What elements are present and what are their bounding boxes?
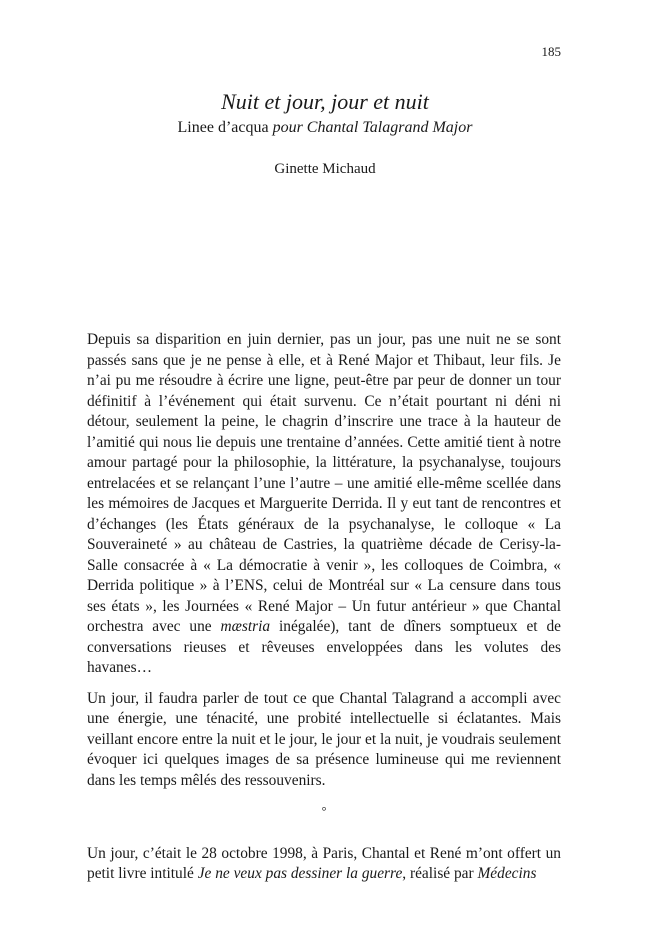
paragraph-1-text-a: Depuis sa disparition en juin dernier, pas un jour, pas une nuit ne se sont passés sans que je ne pense à elle, et à René Major et Thibaut, leur fils. Je n’ai pu me résoudre à écrire une ligne, peut-être par peur de donner un tour définitif à l’événement qui était survenu. Ce n’était pourtant ni déni ni détour, seulement la peine, le chagrin d’inscrire une trace à la hauteur de l’amitié qui nous lie depuis une trentaine d’années. Cette amitié tient à notre amour partagé pour la philosophie, la littérature, la psychanalyse, toujours entrelacées et se relançant l’une l’autre – une amitié elle-même scellée dans les mémoires de Jacques et Marguerite Derrida. Il y eut tant de rencontres et d’échanges (les États généraux de la psychanalyse, le colloque « La Souveraineté » au château de Castries, la quatrième décade de Cerisy-la-Salle consacrée à « La démocratie à venir », les colloques de Coimbra, « Derrida politique » à l’ENS, celui de Montréal sur « La censure dans tous ses états », les Journées « René Major – Un futur antérieur » que Chantal orchestra avec une <box>87 331 561 635</box>
paragraph-3-org-name: Médecins <box>477 865 537 882</box>
section-separator: ° <box>321 804 327 818</box>
paragraph-1-italic: mæstria <box>220 618 271 635</box>
subtitle-title-part: Linee d’acqua <box>177 119 273 136</box>
page-number: 185 <box>541 44 561 59</box>
author-name: Ginette Michaud <box>274 161 376 177</box>
article-subtitle <box>0 119 650 137</box>
subtitle-dedication: pour Chantal Talagrand Major <box>272 119 473 136</box>
paragraph-3 <box>87 844 561 885</box>
paragraph-3-book-title: Je ne veux pas dessiner la guerre <box>197 865 403 882</box>
paragraph-1 <box>87 330 561 679</box>
article-body <box>87 330 561 895</box>
paragraph-3-text-b: , réalisé par <box>402 865 478 882</box>
paragraph-3-text-a: Un jour, c’était le 28 octobre 1998, à Paris, Chantal et René m’ont offert un petit livre intitulé <box>87 844 561 882</box>
paragraph-2: Un jour, il faudra parler de tout ce que Chantal Talagrand a accompli avec une énergie, une ténacité, une probité intellectuelle si éclatantes. Mais veillant encore entre la nuit et le jour, le jour et la nuit, je voudrais seulement évoquer ici quelques images de sa présence lumineuse qui me reviennent dans les temps mêlés des ressouvenirs. <box>87 689 561 789</box>
paragraph-1-text-b: inégalée), tant de dîners somptueux et de conversations rieuses et rêveuses enveloppées dans les volutes des havanes… <box>87 618 561 676</box>
article-title: Nuit et jour, jour et nuit <box>221 89 429 114</box>
